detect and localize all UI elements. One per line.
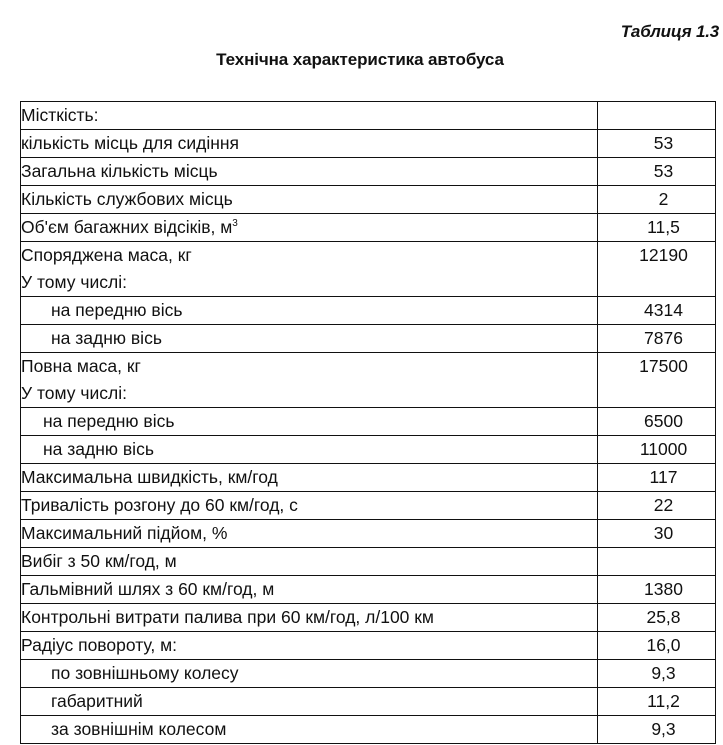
parameter-label [21,492,597,519]
parameter-cell [21,214,598,242]
parameter-cell [21,436,598,464]
parameter-cell [21,464,598,492]
parameter-cell [21,353,598,408]
table-row [21,158,716,186]
parameter-text: на передню вісь [43,411,175,431]
parameter-value: 12190 [639,245,688,265]
table-row [21,660,716,688]
table-row [21,408,716,436]
parameter-text: на задню вісь [51,328,162,348]
parameter-cell [21,716,598,744]
parameter-cell [21,297,598,325]
parameter-label [21,576,597,603]
table-row [21,297,716,325]
parameter-text: Кількість службових місць [21,189,233,209]
parameter-text: за зовнішнім колесом [51,719,227,739]
table-row [21,436,716,464]
spec-table [20,101,716,744]
parameter-value: 16,0 [646,635,681,655]
value-cell [598,408,716,436]
parameter-value: 30 [653,523,674,543]
table-row [21,325,716,353]
parameter-value: 11,5 [647,217,680,237]
value-cell [598,297,716,325]
parameter-text: габаритний [51,691,143,711]
parameter-cell [21,102,598,130]
parameter-text: по зовнішньому колесу [51,663,239,683]
parameter-label [21,716,597,743]
table-row [21,632,716,660]
value-cell [598,492,716,520]
parameter-value: 117 [649,467,678,487]
value-cell [598,548,716,576]
parameter-label [21,464,597,491]
value-cell [598,242,716,297]
parameter-label [21,297,597,324]
parameter-value: 9,3 [651,719,676,739]
value-cell [598,325,716,353]
parameter-cell [21,408,598,436]
parameter-cell [21,158,598,186]
parameter-cell [21,576,598,604]
table-row [21,102,716,130]
parameter-value: 1380 [644,579,683,599]
parameter-cell [21,130,598,158]
unit-superscript: 3 [232,218,238,229]
parameter-text: Місткість: [21,105,99,125]
parameter-text: Контрольні витрати палива при 60 км/год, л/100 км [21,607,434,627]
parameter-text: Гальмівний шлях з 60 км/год, м [21,579,275,599]
parameter-value: 22 [653,495,674,515]
table-row [21,576,716,604]
parameter-text: У тому числі: [21,383,127,403]
parameter-label [21,102,597,129]
parameter-value: 7876 [644,328,683,348]
parameter-text: Повна маса, кг [21,356,141,376]
table-row [21,130,716,158]
parameter-value [598,548,715,575]
parameter-label [21,660,597,687]
parameter-cell [21,548,598,576]
value-cell [598,716,716,744]
table-row [21,548,716,576]
parameter-label [21,242,597,269]
value-cell [598,436,716,464]
parameter-label [21,436,597,463]
table-title: Технічна характеристика автобуса [216,50,504,69]
value-cell [598,660,716,688]
parameter-text: Вибіг з 50 км/год, м [21,551,177,571]
parameter-label [21,325,597,352]
value-cell [598,158,716,186]
value-cell [598,632,716,660]
table-row [21,716,716,744]
value-cell [598,102,716,130]
parameter-label [21,214,597,241]
parameter-label [21,130,597,157]
parameter-text: на задню вісь [43,439,154,459]
parameter-value: 11000 [639,439,688,459]
parameter-cell [21,660,598,688]
parameter-value: 4314 [644,300,683,320]
parameter-label [21,158,597,185]
parameter-text: Радіус повороту, м: [21,635,178,655]
table-row [21,604,716,632]
table-row [21,688,716,716]
parameter-text: кількість місць для сидіння [21,133,240,153]
parameter-value: 25,8 [646,607,681,627]
table-row [21,464,716,492]
parameter-label [21,520,597,547]
parameter-label [21,408,597,435]
parameter-text: Тривалість розгону до 60 км/год, с [21,495,298,515]
parameter-text: Об'єм багажних відсіків, м [21,217,233,237]
parameter-cell [21,242,598,297]
parameter-cell [21,520,598,548]
parameter-label [21,269,597,296]
parameter-label [21,604,597,631]
value-cell [598,130,716,158]
value-cell [598,214,716,242]
parameter-value [598,102,715,129]
parameter-text: Максимальний підйом, % [21,523,228,543]
parameter-cell [21,632,598,660]
parameter-label [21,632,597,659]
table-row [21,242,716,297]
parameter-value: 11,2 [647,691,680,711]
parameter-text: У тому числі: [21,272,127,292]
parameter-label [21,186,597,213]
value-cell [598,186,716,214]
parameter-value: 53 [653,133,674,153]
parameter-label [21,688,597,715]
parameter-label [21,353,597,380]
parameter-value: 9,3 [651,663,676,683]
value-cell [598,688,716,716]
parameter-value: 6500 [644,411,683,431]
table-row [21,214,716,242]
value-cell [598,520,716,548]
value-cell [598,353,716,408]
table-row [21,353,716,408]
value-cell [598,576,716,604]
parameter-cell [21,325,598,353]
parameter-value: 53 [653,161,674,181]
parameter-cell [21,688,598,716]
value-cell [598,604,716,632]
table-row [21,520,716,548]
table-row [21,186,716,214]
parameter-text: Загальна кількість місць [21,161,218,181]
table-row [21,492,716,520]
parameter-cell [21,492,598,520]
parameter-label [21,548,597,575]
parameter-text: Споряджена маса, кг [21,245,192,265]
value-cell [598,464,716,492]
parameter-text: на передню вісь [51,300,183,320]
parameter-label [21,380,597,407]
parameter-value: 17500 [639,356,688,376]
parameter-text: Максимальна швидкість, км/год [21,467,278,487]
parameter-cell [21,186,598,214]
parameter-cell [21,604,598,632]
spec-table-body [21,102,716,744]
table-number: Таблиця 1.3 [620,22,719,41]
parameter-value: 2 [658,189,669,209]
